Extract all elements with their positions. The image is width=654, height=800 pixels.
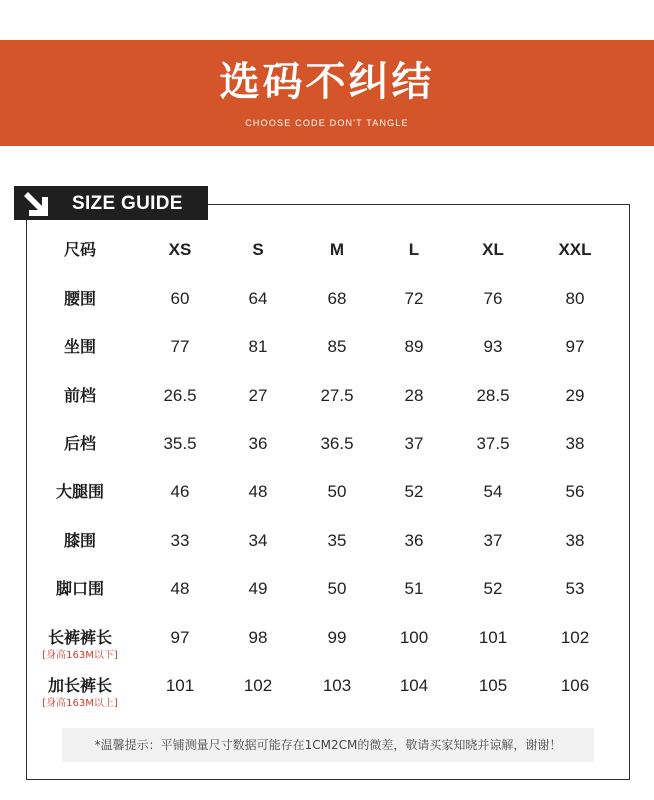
table-cell: 33 bbox=[170, 531, 190, 550]
table-cell: 93 bbox=[483, 337, 503, 356]
row-label: 长裤裤长 bbox=[47, 628, 112, 647]
size-header-label: 尺码 bbox=[63, 240, 96, 259]
size-table-frame bbox=[26, 204, 630, 780]
table-cell: 34 bbox=[248, 531, 268, 550]
table-cell: 38 bbox=[565, 531, 585, 550]
row-note: [身高163M以下] bbox=[42, 650, 118, 661]
table-cell: 102 bbox=[243, 676, 273, 695]
size-guide-tag-notch bbox=[196, 202, 208, 220]
table-cell: 85 bbox=[327, 337, 347, 356]
row-label: 大腿围 bbox=[55, 482, 104, 501]
table-cell: 48 bbox=[170, 579, 190, 598]
arrow-down-right-icon bbox=[22, 190, 50, 218]
size-header-m: M bbox=[329, 240, 345, 259]
table-cell: 37.5 bbox=[476, 434, 510, 453]
table-cell: 52 bbox=[404, 482, 424, 501]
measurement-notice: *温馨提示：平铺测量尺寸数据可能存在1CM2CM的微差，敬请买家知晓并谅解，谢谢！ bbox=[62, 728, 594, 762]
banner-title: 选码不纠结 bbox=[219, 59, 435, 105]
size-header-xxl: XXL bbox=[558, 240, 592, 259]
table-cell: 97 bbox=[565, 337, 585, 356]
table-cell: 27.5 bbox=[320, 386, 354, 405]
row-label: 前档 bbox=[63, 386, 96, 405]
table-cell: 98 bbox=[248, 628, 268, 647]
size-guide-label: SIZE GUIDE bbox=[72, 193, 183, 214]
table-cell: 29 bbox=[565, 386, 585, 405]
table-cell: 68 bbox=[327, 289, 347, 308]
row-note: [身高163M以上] bbox=[42, 698, 118, 709]
table-cell: 28 bbox=[404, 386, 424, 405]
table-cell: 76 bbox=[483, 289, 503, 308]
table-cell: 46 bbox=[170, 482, 190, 501]
table-cell: 54 bbox=[483, 482, 503, 501]
table-cell: 26.5 bbox=[163, 386, 197, 405]
table-cell: 49 bbox=[248, 579, 268, 598]
table-cell: 36 bbox=[248, 434, 268, 453]
banner-subtitle: CHOOSE CODE DON'T TANGLE bbox=[245, 118, 409, 128]
row-label: 脚口围 bbox=[55, 579, 104, 598]
table-cell: 106 bbox=[560, 676, 590, 695]
size-header-xs: XS bbox=[168, 240, 192, 259]
table-cell: 100 bbox=[399, 628, 429, 647]
row-label: 加长裤长 bbox=[47, 676, 112, 695]
size-header-l: L bbox=[408, 240, 420, 259]
table-cell: 36.5 bbox=[320, 434, 354, 453]
row-label: 腰围 bbox=[63, 289, 96, 308]
row-label: 坐围 bbox=[63, 337, 96, 356]
table-cell: 99 bbox=[327, 628, 347, 647]
table-cell: 36 bbox=[404, 531, 424, 550]
table-cell: 50 bbox=[327, 482, 347, 501]
table-cell: 77 bbox=[170, 337, 190, 356]
table-cell: 56 bbox=[565, 482, 585, 501]
table-cell: 37 bbox=[483, 531, 503, 550]
table-cell: 35 bbox=[327, 531, 347, 550]
table-cell: 64 bbox=[248, 289, 268, 308]
table-cell: 38 bbox=[565, 434, 585, 453]
table-cell: 102 bbox=[560, 628, 590, 647]
table-cell: 80 bbox=[565, 289, 585, 308]
table-cell: 89 bbox=[404, 337, 424, 356]
size-header-xl: XL bbox=[482, 240, 504, 259]
table-cell: 53 bbox=[565, 579, 585, 598]
table-cell: 60 bbox=[170, 289, 190, 308]
table-cell: 101 bbox=[165, 676, 195, 695]
size-header-s: S bbox=[252, 240, 264, 259]
table-cell: 105 bbox=[478, 676, 508, 695]
table-cell: 104 bbox=[399, 676, 429, 695]
table-cell: 101 bbox=[478, 628, 508, 647]
table-cell: 51 bbox=[404, 579, 424, 598]
table-cell: 37 bbox=[404, 434, 424, 453]
header-banner bbox=[0, 40, 654, 146]
table-cell: 81 bbox=[248, 337, 268, 356]
row-label: 后档 bbox=[63, 434, 96, 453]
table-cell: 27 bbox=[248, 386, 268, 405]
table-cell: 48 bbox=[248, 482, 268, 501]
table-cell: 35.5 bbox=[163, 434, 197, 453]
table-cell: 103 bbox=[322, 676, 352, 695]
table-cell: 50 bbox=[327, 579, 347, 598]
table-cell: 28.5 bbox=[476, 386, 510, 405]
table-cell: 97 bbox=[170, 628, 190, 647]
table-cell: 72 bbox=[404, 289, 424, 308]
row-label: 膝围 bbox=[63, 531, 96, 550]
table-cell: 52 bbox=[483, 579, 503, 598]
